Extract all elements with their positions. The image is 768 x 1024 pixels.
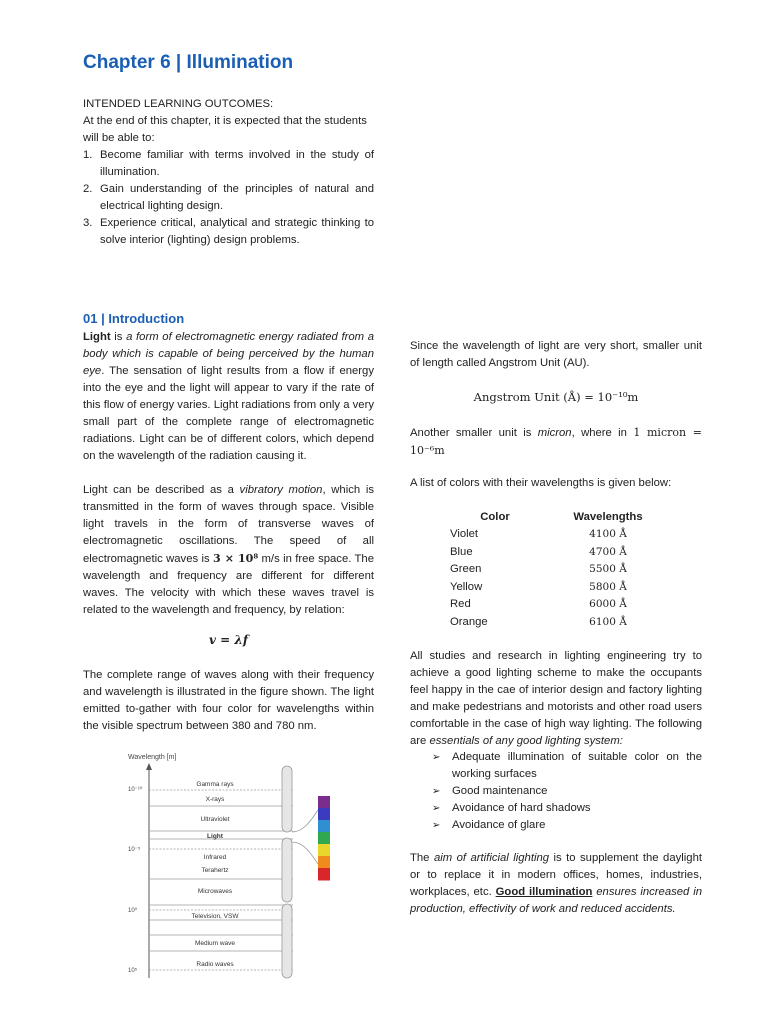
tick-label: 10⁻¹⁰ — [128, 787, 143, 793]
wave-formula: v = λf — [209, 633, 248, 647]
speed-value: 3 × 10⁸ — [213, 552, 259, 565]
wavelength-cell: 5800 Å — [589, 580, 627, 593]
axis-label: Wavelength [m] — [128, 754, 177, 761]
chapter-title: Chapter 6 | Illumination — [83, 52, 294, 73]
learning-outcomes — [83, 96, 374, 249]
color-cell: Green — [450, 563, 482, 576]
outcomes-list — [83, 147, 374, 249]
tick-label: 10⁻⁵ — [128, 847, 141, 853]
table-row — [450, 526, 676, 544]
tick-label: 10⁵ — [128, 968, 138, 974]
wavelength-cell: 4100 Å — [589, 528, 627, 541]
outcomes-intro: At the end of this chapter, it is expected that the students will be able to: — [83, 115, 367, 144]
item-text: Good maintenance — [452, 785, 548, 797]
text-run: The — [410, 852, 434, 864]
band-label: Medium wave — [194, 940, 236, 947]
item-text: Adequate illumination of suitable color on the working surfaces — [452, 751, 702, 780]
intro-paragraph-2 — [83, 482, 374, 619]
emphasis: micron — [537, 427, 572, 439]
light-definition: a form of electromagnetic energy radiated from a body which is capable of being perceived by the human eye — [83, 331, 374, 377]
spectrum-band — [318, 856, 330, 869]
list-item — [83, 181, 374, 215]
text-run: is to supplement the daylight or to replace it in modern offices, homes, industries, workplaces, etc. — [410, 852, 702, 898]
text-run: , which is transmitted in the form of waves through space. Visible light travels in the form of transverse waves of electromagnetic oscillations. The speed of all electromagnetic waves is — [83, 484, 374, 565]
text-run: Another smaller unit is — [410, 427, 538, 439]
text-run: Light can be described as a — [83, 484, 240, 496]
list-item — [410, 800, 702, 817]
strong-term: Good illumination — [495, 886, 593, 898]
item-text: Experience critical, analytical and strategic thinking to solve interior (lighting) design problems. — [100, 217, 374, 246]
wavelength-cell: 4700 Å — [589, 545, 627, 558]
arrow-bullet-icon: ➢ — [432, 786, 441, 797]
table-row — [450, 561, 676, 579]
table-row — [450, 596, 676, 614]
spectrum-band — [318, 796, 330, 809]
item-number: 2. — [83, 183, 93, 195]
table-row — [450, 578, 676, 596]
wavelength-cell: 5500 Å — [589, 563, 627, 576]
visible-spectrum-strip — [318, 796, 330, 881]
spectrum-band — [318, 868, 330, 881]
spectrum-band — [318, 808, 330, 821]
color-cell: Violet — [450, 528, 479, 541]
arrow-bullet-icon: ➢ — [432, 752, 441, 763]
tick-label: 10⁰ — [128, 908, 138, 914]
spectrum-band — [318, 844, 330, 857]
list-item — [410, 783, 702, 800]
band-label: Infrared — [203, 854, 227, 861]
arrow-bullet-icon: ➢ — [432, 820, 441, 831]
angstrom-intro: Since the wavelength of light are very short, smaller unit of length called Angstrom Unit (AU). — [410, 340, 702, 369]
item-text: Avoidance of glare — [452, 819, 546, 831]
artificial-lighting-paragraph — [410, 850, 702, 918]
emphasis: essentials of any good lighting system: — [429, 735, 623, 747]
micron-formula: 1 micron = 10⁻⁶m — [410, 426, 702, 457]
item-number: 1. — [83, 149, 93, 161]
intro-paragraph-3: The complete range of waves along with their frequency and wavelength is illustrated in the figure shown. The light emitted to-gather with four color for wavelengths within the visible spectrum between 380 and 780 nm. — [83, 669, 374, 732]
column-header: Wavelengths — [573, 510, 643, 523]
color-cell: Blue — [450, 545, 473, 558]
text-run: m/s in free space. The wavelength and frequency are different for different waves. The velocity with which these waves travel is related to the wavelength and frequency, by relation: — [83, 553, 375, 616]
spectrum-connector — [292, 810, 318, 832]
em-spectrum-figure — [118, 748, 340, 982]
intro-paragraph-1 — [83, 329, 374, 465]
band-label: Ultraviolet — [200, 816, 230, 823]
table-row — [450, 543, 676, 561]
term-light: Light — [83, 331, 111, 343]
text-run: is — [110, 331, 127, 343]
list-item — [83, 147, 374, 181]
item-text: Become familiar with terms involved in the study of illumination. — [100, 149, 374, 178]
emphasis: vibratory motion — [239, 484, 323, 496]
band-label: Gamma rays — [196, 781, 234, 788]
axis-arrow-icon — [146, 763, 152, 770]
list-item — [410, 749, 702, 783]
column-header: Color — [480, 510, 510, 523]
arrow-bullet-icon: ➢ — [432, 803, 441, 814]
wavelength-scale-bar — [282, 766, 292, 978]
band-label: Television, VSW — [191, 913, 239, 920]
text-run: , where in — [571, 427, 634, 439]
spectrum-connector — [292, 842, 318, 864]
lighting-research-paragraph — [410, 648, 702, 750]
color-wavelength-table — [450, 508, 676, 631]
spectrum-band — [318, 820, 330, 833]
item-number: 3. — [83, 217, 93, 229]
band-label: Radio waves — [196, 961, 234, 968]
essentials-list — [410, 749, 702, 834]
list-item — [410, 817, 702, 834]
item-text: Avoidance of hard shadows — [452, 802, 591, 814]
item-text: Gain understanding of the principles of natural and electrical lighting design. — [100, 183, 374, 212]
section-heading: 01 | Introduction — [83, 311, 185, 326]
emphasis: ensures increased in production, effectivity of work and reduced accidents. — [410, 886, 702, 915]
micron-paragraph — [410, 424, 702, 460]
angstrom-formula: Angstrom Unit (Å) = 10⁻¹⁰m — [473, 390, 639, 404]
spectrum-band — [318, 832, 330, 845]
table-row — [450, 613, 676, 631]
band-label: Microwaves — [197, 888, 233, 895]
table-header-row — [450, 508, 676, 526]
list-item — [83, 215, 374, 249]
outcomes-heading: INTENDED LEARNING OUTCOMES: — [83, 98, 274, 110]
color-list-intro: A list of colors with their wavelengths is given below: — [410, 477, 672, 489]
wavelength-cell: 6100 Å — [589, 615, 627, 628]
color-cell: Red — [450, 598, 471, 611]
emphasis: aim of artificial lighting — [433, 852, 550, 864]
band-label: Terahertz — [201, 867, 229, 874]
wavelength-cell: 6000 Å — [589, 598, 627, 611]
text-run: . The sensation of light results from a flow if energy into the eye and the light will appear to vary if the rate of this flow of energy varies. Light radiations from only a very small part of the complete range of electromagnetic radiations. Light can be of different colors, which depend on the wavelength of the radiation causing it. — [83, 365, 374, 462]
text-run: All studies and research in lighting engineering try to achieve a good lighting scheme to make the occupants feel happy in the cae of interior design and factory lighting and make pedestrians and motorists and other road users comfortable in the case of high way lighting. The following are — [410, 650, 702, 747]
band-label: Light — [207, 833, 223, 840]
band-label: X-rays — [205, 796, 225, 803]
color-cell: Yellow — [450, 580, 483, 593]
color-cell: Orange — [450, 615, 488, 628]
